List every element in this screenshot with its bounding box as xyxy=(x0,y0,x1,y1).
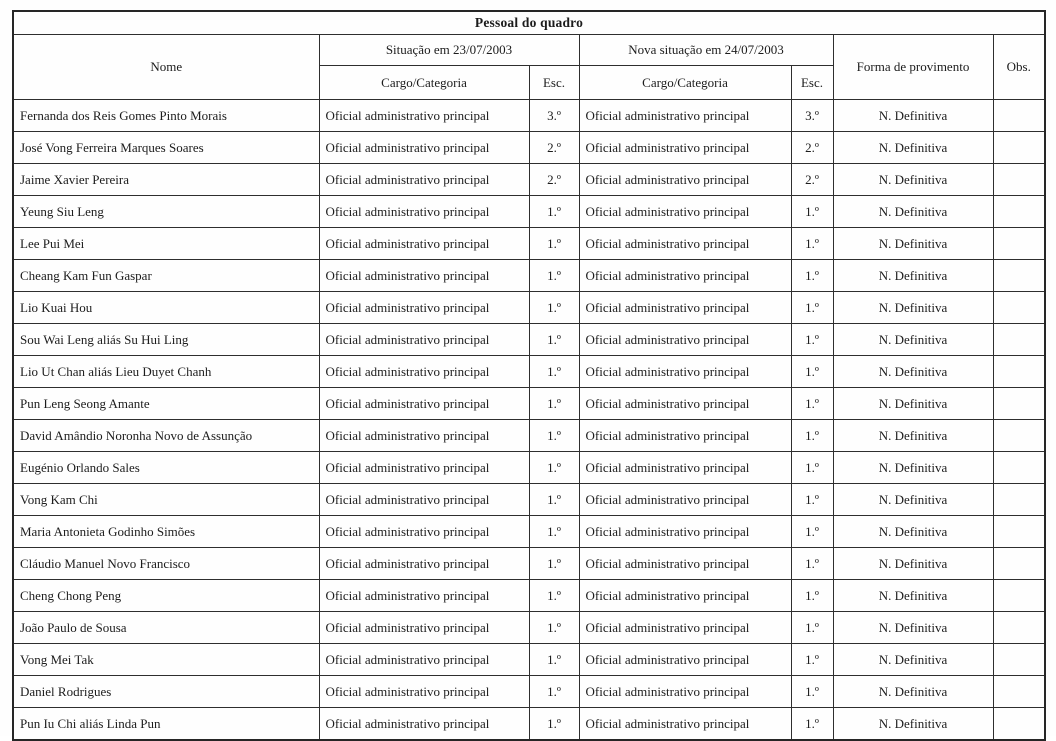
table-row xyxy=(13,132,1045,164)
obs-cell xyxy=(993,292,1045,324)
esc-new-cell: 1.º xyxy=(791,612,833,644)
forma-cell: N. Definitiva xyxy=(833,516,993,548)
cargo-old-cell: Oficial administrativo principal xyxy=(319,164,529,196)
nome-cell: Cláudio Manuel Novo Francisco xyxy=(13,548,319,580)
col-header-situacao-new: Nova situação em 24/07/2003 xyxy=(579,35,833,66)
esc-old-cell: 1.º xyxy=(529,420,579,452)
col-header-nome: Nome xyxy=(13,35,319,100)
esc-old-cell: 1.º xyxy=(529,228,579,260)
cargo-old-cell: Oficial administrativo principal xyxy=(319,452,529,484)
table-row xyxy=(13,164,1045,196)
obs-cell xyxy=(993,356,1045,388)
table-row xyxy=(13,388,1045,420)
esc-new-cell: 1.º xyxy=(791,356,833,388)
forma-cell: N. Definitiva xyxy=(833,100,993,132)
obs-cell xyxy=(993,420,1045,452)
esc-new-cell: 2.º xyxy=(791,164,833,196)
table-row xyxy=(13,228,1045,260)
forma-cell: N. Definitiva xyxy=(833,644,993,676)
forma-cell: N. Definitiva xyxy=(833,356,993,388)
forma-cell: N. Definitiva xyxy=(833,708,993,741)
nome-cell: Maria Antonieta Godinho Simões xyxy=(13,516,319,548)
cargo-old-cell: Oficial administrativo principal xyxy=(319,580,529,612)
esc-old-cell: 1.º xyxy=(529,324,579,356)
obs-cell xyxy=(993,196,1045,228)
esc-new-cell: 1.º xyxy=(791,644,833,676)
forma-cell: N. Definitiva xyxy=(833,228,993,260)
header-row-group xyxy=(13,35,1045,66)
cargo-new-cell: Oficial administrativo principal xyxy=(579,132,791,164)
nome-cell: Vong Kam Chi xyxy=(13,484,319,516)
forma-cell: N. Definitiva xyxy=(833,324,993,356)
cargo-old-cell: Oficial administrativo principal xyxy=(319,676,529,708)
personnel-table xyxy=(12,10,1046,741)
cargo-new-cell: Oficial administrativo principal xyxy=(579,260,791,292)
cargo-new-cell: Oficial administrativo principal xyxy=(579,388,791,420)
esc-new-cell: 1.º xyxy=(791,516,833,548)
esc-old-cell: 1.º xyxy=(529,260,579,292)
esc-old-cell: 1.º xyxy=(529,388,579,420)
esc-old-cell: 1.º xyxy=(529,516,579,548)
col-header-cargo-old: Cargo/Categoria xyxy=(319,66,529,100)
nome-cell: José Vong Ferreira Marques Soares xyxy=(13,132,319,164)
cargo-old-cell: Oficial administrativo principal xyxy=(319,292,529,324)
table-row xyxy=(13,420,1045,452)
esc-old-cell: 2.º xyxy=(529,164,579,196)
obs-cell xyxy=(993,580,1045,612)
cargo-old-cell: Oficial administrativo principal xyxy=(319,196,529,228)
cargo-old-cell: Oficial administrativo principal xyxy=(319,324,529,356)
esc-new-cell: 1.º xyxy=(791,324,833,356)
obs-cell xyxy=(993,676,1045,708)
nome-cell: Pun Leng Seong Amante xyxy=(13,388,319,420)
obs-cell xyxy=(993,548,1045,580)
cargo-old-cell: Oficial administrativo principal xyxy=(319,484,529,516)
cargo-new-cell: Oficial administrativo principal xyxy=(579,420,791,452)
obs-cell xyxy=(993,644,1045,676)
obs-cell xyxy=(993,708,1045,741)
nome-cell: Fernanda dos Reis Gomes Pinto Morais xyxy=(13,100,319,132)
table-title-row xyxy=(13,11,1045,35)
nome-cell: Cheang Kam Fun Gaspar xyxy=(13,260,319,292)
forma-cell: N. Definitiva xyxy=(833,292,993,324)
obs-cell xyxy=(993,612,1045,644)
nome-cell: Lio Ut Chan aliás Lieu Duyet Chanh xyxy=(13,356,319,388)
col-header-cargo-new: Cargo/Categoria xyxy=(579,66,791,100)
col-header-forma: Forma de provimento xyxy=(833,35,993,100)
nome-cell: Eugénio Orlando Sales xyxy=(13,452,319,484)
esc-old-cell: 1.º xyxy=(529,452,579,484)
esc-old-cell: 1.º xyxy=(529,292,579,324)
obs-cell xyxy=(993,260,1045,292)
cargo-old-cell: Oficial administrativo principal xyxy=(319,420,529,452)
forma-cell: N. Definitiva xyxy=(833,260,993,292)
cargo-old-cell: Oficial administrativo principal xyxy=(319,228,529,260)
table-row xyxy=(13,644,1045,676)
forma-cell: N. Definitiva xyxy=(833,388,993,420)
cargo-new-cell: Oficial administrativo principal xyxy=(579,292,791,324)
cargo-old-cell: Oficial administrativo principal xyxy=(319,612,529,644)
esc-new-cell: 1.º xyxy=(791,548,833,580)
esc-new-cell: 1.º xyxy=(791,228,833,260)
esc-old-cell: 1.º xyxy=(529,196,579,228)
cargo-new-cell: Oficial administrativo principal xyxy=(579,484,791,516)
nome-cell: João Paulo de Sousa xyxy=(13,612,319,644)
esc-new-cell: 3.º xyxy=(791,100,833,132)
nome-cell: Jaime Xavier Pereira xyxy=(13,164,319,196)
cargo-new-cell: Oficial administrativo principal xyxy=(579,676,791,708)
table-row xyxy=(13,516,1045,548)
cargo-old-cell: Oficial administrativo principal xyxy=(319,388,529,420)
table-row xyxy=(13,548,1045,580)
table-row xyxy=(13,484,1045,516)
forma-cell: N. Definitiva xyxy=(833,452,993,484)
cargo-new-cell: Oficial administrativo principal xyxy=(579,644,791,676)
table-row xyxy=(13,260,1045,292)
obs-cell xyxy=(993,388,1045,420)
cargo-old-cell: Oficial administrativo principal xyxy=(319,708,529,741)
esc-new-cell: 2.º xyxy=(791,132,833,164)
nome-cell: Vong Mei Tak xyxy=(13,644,319,676)
table-row xyxy=(13,292,1045,324)
esc-new-cell: 1.º xyxy=(791,580,833,612)
cargo-new-cell: Oficial administrativo principal xyxy=(579,548,791,580)
esc-old-cell: 3.º xyxy=(529,100,579,132)
cargo-new-cell: Oficial administrativo principal xyxy=(579,164,791,196)
obs-cell xyxy=(993,228,1045,260)
obs-cell xyxy=(993,132,1045,164)
nome-cell: Daniel Rodrigues xyxy=(13,676,319,708)
cargo-old-cell: Oficial administrativo principal xyxy=(319,356,529,388)
cargo-new-cell: Oficial administrativo principal xyxy=(579,516,791,548)
table-row xyxy=(13,356,1045,388)
nome-cell: David Amândio Noronha Novo de Assunção xyxy=(13,420,319,452)
col-header-situacao-old: Situação em 23/07/2003 xyxy=(319,35,579,66)
table-row xyxy=(13,580,1045,612)
cargo-old-cell: Oficial administrativo principal xyxy=(319,548,529,580)
nome-cell: Lee Pui Mei xyxy=(13,228,319,260)
col-header-esc-new: Esc. xyxy=(791,66,833,100)
table-row xyxy=(13,676,1045,708)
table-row xyxy=(13,452,1045,484)
forma-cell: N. Definitiva xyxy=(833,132,993,164)
esc-old-cell: 1.º xyxy=(529,644,579,676)
table-row xyxy=(13,100,1045,132)
cargo-new-cell: Oficial administrativo principal xyxy=(579,100,791,132)
nome-cell: Yeung Siu Leng xyxy=(13,196,319,228)
cargo-new-cell: Oficial administrativo principal xyxy=(579,324,791,356)
table-title: Pessoal do quadro xyxy=(13,11,1045,35)
forma-cell: N. Definitiva xyxy=(833,196,993,228)
obs-cell xyxy=(993,100,1045,132)
cargo-old-cell: Oficial administrativo principal xyxy=(319,644,529,676)
obs-cell xyxy=(993,484,1045,516)
cargo-new-cell: Oficial administrativo principal xyxy=(579,228,791,260)
nome-cell: Lio Kuai Hou xyxy=(13,292,319,324)
esc-old-cell: 2.º xyxy=(529,132,579,164)
cargo-old-cell: Oficial administrativo principal xyxy=(319,516,529,548)
esc-old-cell: 1.º xyxy=(529,580,579,612)
obs-cell xyxy=(993,516,1045,548)
forma-cell: N. Definitiva xyxy=(833,164,993,196)
forma-cell: N. Definitiva xyxy=(833,420,993,452)
esc-new-cell: 1.º xyxy=(791,420,833,452)
nome-cell: Cheng Chong Peng xyxy=(13,580,319,612)
esc-new-cell: 1.º xyxy=(791,708,833,741)
cargo-new-cell: Oficial administrativo principal xyxy=(579,708,791,741)
forma-cell: N. Definitiva xyxy=(833,580,993,612)
cargo-new-cell: Oficial administrativo principal xyxy=(579,580,791,612)
table-row xyxy=(13,708,1045,741)
forma-cell: N. Definitiva xyxy=(833,548,993,580)
esc-old-cell: 1.º xyxy=(529,612,579,644)
obs-cell xyxy=(993,452,1045,484)
esc-new-cell: 1.º xyxy=(791,196,833,228)
table-row xyxy=(13,612,1045,644)
col-header-esc-old: Esc. xyxy=(529,66,579,100)
cargo-new-cell: Oficial administrativo principal xyxy=(579,612,791,644)
esc-old-cell: 1.º xyxy=(529,708,579,741)
esc-new-cell: 1.º xyxy=(791,452,833,484)
forma-cell: N. Definitiva xyxy=(833,612,993,644)
esc-old-cell: 1.º xyxy=(529,548,579,580)
obs-cell xyxy=(993,324,1045,356)
forma-cell: N. Definitiva xyxy=(833,676,993,708)
cargo-old-cell: Oficial administrativo principal xyxy=(319,100,529,132)
table-row xyxy=(13,324,1045,356)
cargo-new-cell: Oficial administrativo principal xyxy=(579,452,791,484)
nome-cell: Sou Wai Leng aliás Su Hui Ling xyxy=(13,324,319,356)
obs-cell xyxy=(993,164,1045,196)
cargo-old-cell: Oficial administrativo principal xyxy=(319,132,529,164)
forma-cell: N. Definitiva xyxy=(833,484,993,516)
esc-new-cell: 1.º xyxy=(791,676,833,708)
table-body xyxy=(13,100,1045,741)
table-row xyxy=(13,196,1045,228)
esc-new-cell: 1.º xyxy=(791,484,833,516)
esc-new-cell: 1.º xyxy=(791,260,833,292)
nome-cell: Pun Iu Chi aliás Linda Pun xyxy=(13,708,319,741)
esc-new-cell: 1.º xyxy=(791,388,833,420)
esc-old-cell: 1.º xyxy=(529,676,579,708)
esc-new-cell: 1.º xyxy=(791,292,833,324)
cargo-old-cell: Oficial administrativo principal xyxy=(319,260,529,292)
cargo-new-cell: Oficial administrativo principal xyxy=(579,196,791,228)
esc-old-cell: 1.º xyxy=(529,356,579,388)
cargo-new-cell: Oficial administrativo principal xyxy=(579,356,791,388)
col-header-obs: Obs. xyxy=(993,35,1045,100)
esc-old-cell: 1.º xyxy=(529,484,579,516)
